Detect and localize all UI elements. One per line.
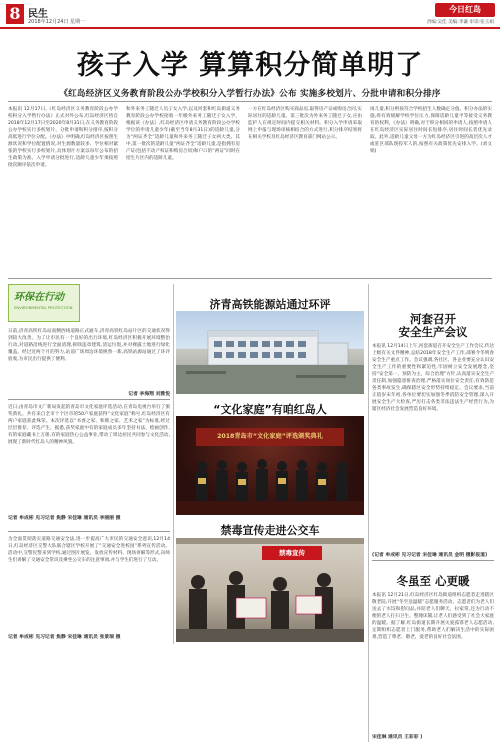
safety-meeting-title: 河套召开 安全生产会议 [398, 312, 468, 339]
environment-banner [8, 284, 80, 322]
lead-rule [8, 101, 492, 102]
lead-col-1: 本报讯 12月17日,《红岛经济区义务教育阶段公办学校积分入学暂行办法》正式对外公布,红岛经济区将自2018年12月17日至2020年8月31日,在义务教育阶段公办学校实行多校划片、分批申请和积分排序,按积分高低进行学位分配。《办法》中明确,红岛经济区按照生源状况和学位配置情况,对生源数量较多、学位相对紧张的学校实行多校划片,具体划片方案以每年公布的招生政策为准。入学申请分批进行,适龄儿童少年须按照批次顺序依次申请。 [8, 107, 118, 168]
byline-rail: 记者 李海翔 刘雅悦 [128, 392, 170, 397]
banner-subtitle: ENVIRONMENTAL PROTECTION [14, 305, 73, 310]
editor-credits: 责编:吴佳 美编:李谦 审读:张玉娟 [426, 20, 494, 25]
lead-col-4: 岗儿童,积分则按符合学校招生人数确定分值。积分办法的实施,将有效缓解学校学位压力,保障适龄儿童平等接受义务教育的权利。《办法》明确,对于积分相同的申请人,按照申请人在红岛经济区实际居住时间长短排序,居住时间长者优先录取。此外,适龄儿童父母一方为红岛经济区引进的高层次人才或驻区部队现役军人的,按照有关政策优先安排入学。(刘文娟) [370, 107, 492, 154]
photo-rail-station [176, 311, 364, 394]
photo1-title: 济青高铁能源站通过环评 [209, 298, 331, 311]
bus-passengers-illustration [176, 538, 364, 642]
banner-title: 环保在行动 [14, 292, 64, 303]
bus-campaign-sign: 禁毒宣传 [262, 546, 322, 560]
newspaper-logo: 今日红岛 [435, 3, 495, 17]
byline-winter: 宋佳琳 通讯员 王彩彩 ) [372, 735, 423, 740]
photo-bus-campaign [176, 538, 364, 642]
lead-subhead: 《红岛经济区义务教育阶段公办学校积分入学暂行办法》公布 实施多校划片、分批申请和积分排序 [59, 89, 441, 99]
story-drug-prevention: 为全面贯彻落实道路交通安全法,进一步提高广大市民的交通安全意识,12月14日,红岛经济区交警大队联合辖区学校开展了“交通安全进校园”系列宣传活动。活动中,交警民警来到学校,通过图片展览、发放宣传材料、现场讲解等形式,向师生们讲解了交通安全常识及乘坐公交车的注意事项,并与学生们进行了互动。 [8, 537, 170, 563]
story-winter-warmth: 本报讯 12月21日,红岛经济区红岛街道组织志愿者走进辖区敬老院,开展“冬至送温暖”志愿服务活动。志愿者们为老人们送去了水饺和慰问品,并陪老人们聊天、拉家常,还为行动不便的老人打扫卫生、整理床铺,让老人们感受到了社会大家庭的温暖。据了解,红岛街道长期开展关爱孤寡老人志愿活动,定期组织志愿者上门服务,帮助老人们解决生活中的实际困难,营造了尊老、敬老、爱老的良好社会氛围。 [372, 593, 494, 640]
divider-2 [8, 531, 170, 532]
column-divider-right [368, 284, 369, 742]
story-safety-meeting: 本报讯 12月14日上午,河套街道召开安全生产工作会议,传达上级有关文件精神,总结2018年安全生产工作,部署今冬明春安全生产重点工作。会议强调,各社区、各企业要充分认识安全生产工作的重要性和紧迫性,牢固树立安全发展理念,坚持“安全第一、预防为主、综合治理”方针,认真落实安全生产责任制,加强隐患排查治理,严格落实岗位安全责任,有效防范各类事故发生,确保辖区安全形势持续稳定。会议要求,当前正值岁末年初,各单位要切实加强冬季消防安全管理,深入开展安全生产大检查,严厉打击各类非法违法生产经营行为,为辖区经济社会发展营造良好环境。 [372, 344, 494, 412]
winter-warmth-title: 冬虽至 心更暖 [396, 574, 470, 588]
divider-1 [8, 399, 170, 400]
byline-safety: (记者 牟成彬 见习记者 宋佳琳 通讯员 金明 摄影报道) [372, 553, 488, 558]
column-divider-left [173, 284, 174, 644]
ceremony-people-illustration [176, 416, 364, 515]
photo-culture-family [176, 416, 364, 515]
ceremony-banner: 2018青岛市“文化家庭”评选颁奖典礼 [196, 428, 344, 446]
lead-col-2: 和外来务工随迁人员子女入学,以及河套和红岛街道义务教育阶段公办学校招收一年级外来务工随迁子女入学。根据该《办法》,红岛经济区申请义务教育阶段公办学校学位的申请儿童少年(截至当年8月31日)的适龄儿童,分为“两证齐全”适龄儿童和外来务工随迁子女两大类。其中,第一批次的适龄儿童“两证齐全”适龄儿童,是指拥有房产证(包括不动产权证和购房合同)和户口的“两证”同时在招生片区内的适龄儿童。 [126, 107, 240, 161]
byline-culture: 记者 牟成彬 见习记者 焦静 宋佳琳 通讯员 李丽丽 摄 [8, 516, 121, 521]
story-culture-family: 近日,由青岛市文广新局发起的青岛市文化家庭评选活动,在青岛电视台举行了颁奖典礼。共有来自全市十个区市的50户家庭获得“文化家庭”称号,红岛经济区有两户家庭获此殊荣。本次评选以“书香之家、和睦之家、艺术之家”为标准,经过层层推荐、评选产生。据悉,获奖家庭中有的家庭成员多年坚持书法、绘画创作,有的家庭藏书上万册,有的家庭热心公益事业,带动了周边居民共同参与文化活动,展现了新时代红岛人的精神风貌。 [8, 405, 170, 445]
section-name: 民生 [28, 9, 48, 20]
lead-headline: 孩子入学 算算积分简单明了 [76, 50, 424, 81]
photo2-title: “文化家庭”有咱红岛人 [213, 403, 327, 416]
byline-drug: 记者 牟成彬 见习记者 焦静 宋佳琳 通讯员 张景瑞 摄 [8, 635, 121, 640]
station-building-illustration [176, 311, 364, 394]
divider-right [372, 560, 494, 561]
page-number: 8 [6, 4, 24, 24]
lead-bottom-rule [8, 278, 492, 279]
lead-col-3: 一方在红岛经济区购买商品房,取得房产证或购房合同,实际居住的适龄儿童。第三批次为外来务工随迁子女,应由监护人在规定时间内提交相关材料。积分入学申请采取网上申报与现场审核相结合的方式进行,积分排序结果将在相关学校及红岛经济区教育部门网站公示。 [248, 107, 362, 140]
story-high-speed-rail: 日前,济青高铁红岛站南侧西线道路正式通车,济青高铁红岛站片区的交通状况得到较大改善。为了让市民有一个良好的出行环境,红岛经济区积极开展环境整治行动,对道路沿线进行全面清理,拆除违章建筑,清运垃圾,并对裸露土地进行绿化覆盖。经过近两个月的努力,站前广场周边环境焕然一新,高铁站源站通过了环评验收,为市民出行提供了便利。 [8, 329, 170, 362]
header-rule [0, 27, 500, 29]
issue-date: 2018年12月24日 星期一 [28, 19, 86, 25]
photo3-title: 禁毒宣传走进公交车 [220, 524, 320, 537]
